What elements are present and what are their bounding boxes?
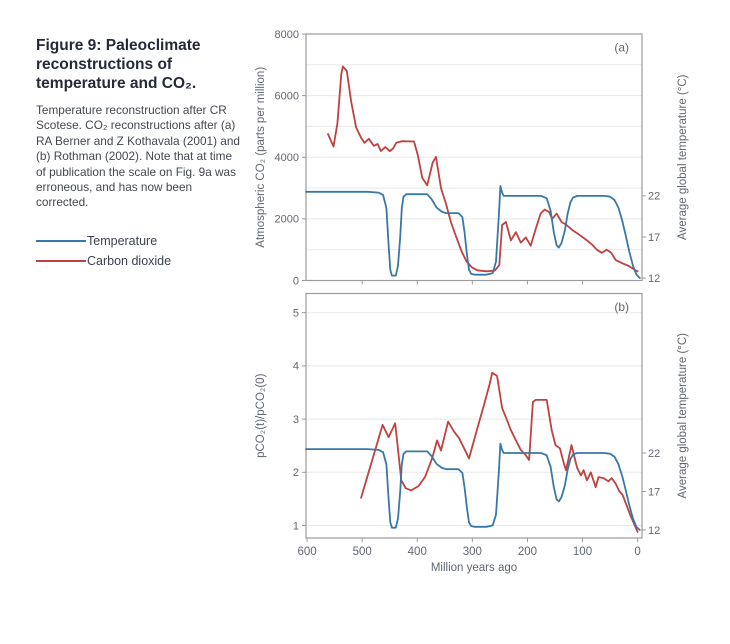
y-right-axis-title-b: Average global temperature (°C) [677,333,689,499]
x-tick-label: 400 [407,546,427,558]
panel-label-b: (b) [614,300,629,314]
x-tick-label: 600 [297,546,317,558]
figure-description: Temperature reconstruction after CR Scotese. CO₂ reconstructions after (a) RA Berner and Z Kothavala (2001) and (b) Rothman (2002). Note that at time of publication the scale on Fig. 9a was erroneous, and has now been corrected. [36,103,240,210]
y-left-tick-label: 3 [292,413,299,426]
carbon-dioxide-line-a [328,66,638,271]
y-left-tick-label: 0 [292,275,299,288]
plot-border-b [306,294,642,539]
y-left-tick-label: 4000 [274,152,299,165]
y-left-tick-label: 1 [292,520,299,533]
y-left-axis-title-a: Atmospheric CO₂ (parts per million) [255,66,267,248]
x-tick-label: 0 [634,546,641,558]
temperature-line-a [306,186,640,278]
y-left-tick-label: 2 [292,467,299,480]
y-left-axis-title-b: pCO₂(t)/pCO₂(0) [255,373,267,458]
y-right-tick-label: 22 [648,447,661,460]
y-right-tick-label: 17 [648,231,661,244]
y-left-tick-label: 8000 [274,28,299,41]
figure-title: Figure 9: Paleoclimate reconstructions of temperature and CO₂. [36,37,201,92]
y-left-tick-label: 5 [292,307,299,320]
x-tick-label: 100 [572,546,593,558]
legend-label-carbon-dioxide: Carbon dioxide [87,253,172,268]
y-right-tick-label: 17 [648,486,661,499]
y-left-tick-label: 6000 [274,90,299,103]
x-tick-label: 500 [352,546,372,558]
legend-label-temperature: Temperature [87,233,158,248]
temperature-line-b [306,444,640,530]
y-right-axis-title-a: Average global temperature (°C) [677,74,689,240]
y-left-tick-label: 4 [292,360,299,373]
x-tick-label: 300 [462,546,482,558]
x-axis-title-b: Million years ago [430,562,518,574]
y-right-tick-label: 12 [648,524,661,537]
x-tick-label: 200 [517,546,538,558]
y-right-tick-label: 12 [648,272,661,285]
panel-label-a: (a) [614,40,629,55]
y-right-tick-label: 22 [648,190,661,203]
y-left-tick-label: 2000 [274,213,299,226]
